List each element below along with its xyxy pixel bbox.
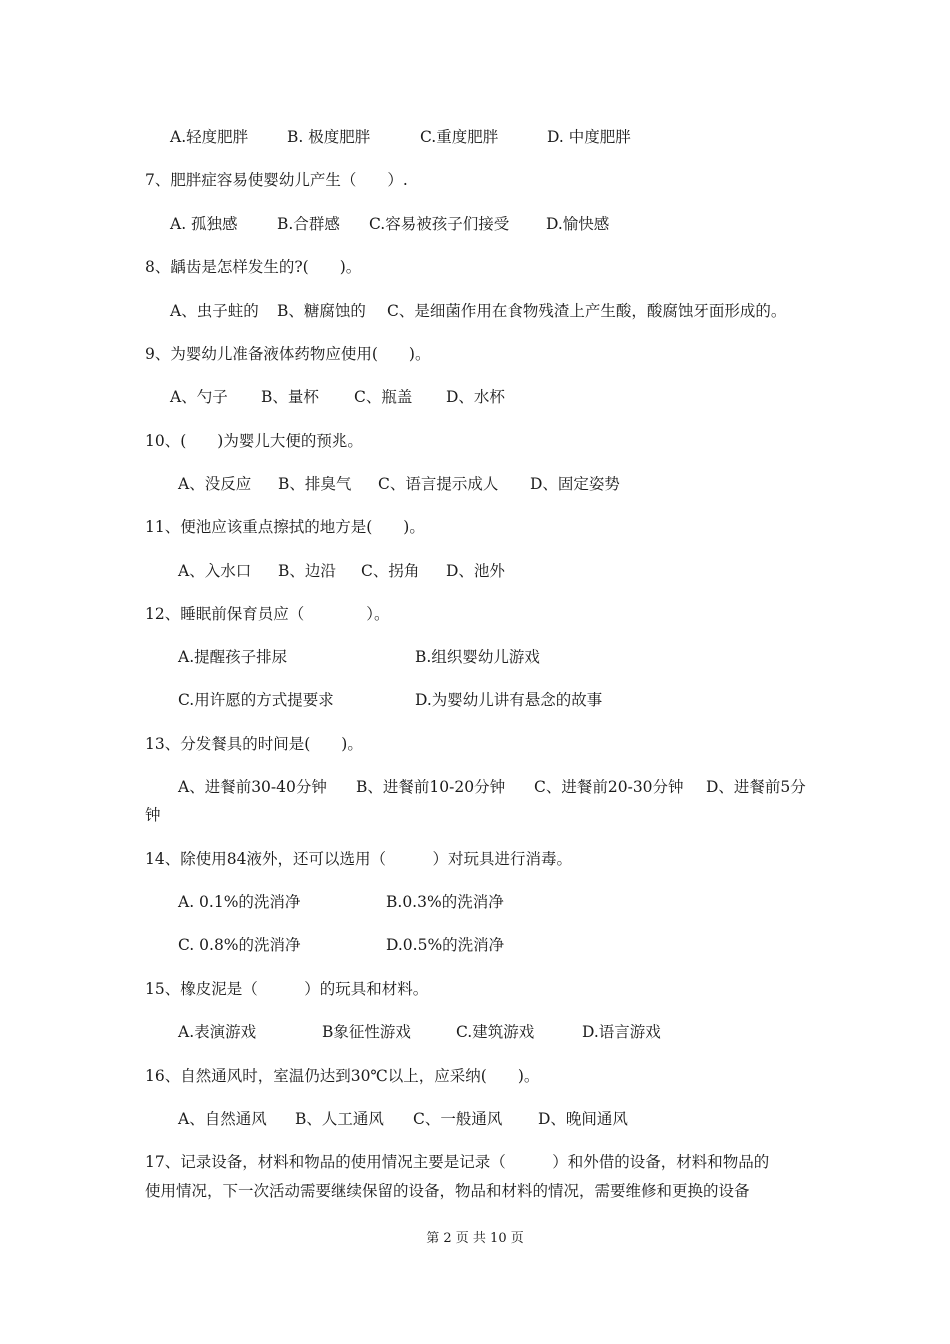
option-b: B、进餐前10-20分钟: [356, 778, 506, 796]
option-a: A、入水口: [178, 562, 252, 580]
option-c: C、进餐前20-30分钟: [534, 778, 684, 796]
option-a: A、勺子: [170, 388, 228, 406]
option-d: D、池外: [446, 562, 505, 580]
option-d: D.0.5%的洗消净: [386, 936, 505, 954]
option-d: D. 中度肥胖: [547, 128, 631, 146]
question-stem: 11、便池应该重点擦拭的地方是( )。: [145, 518, 425, 536]
option-b: B象征性游戏: [322, 1023, 411, 1041]
question-stem-line-2: 使用情况，下一次活动需要继续保留的设备，物品和材料的情况，需要维修和更换的设备: [145, 1182, 750, 1200]
option-b: B.0.3%的洗消净: [386, 893, 504, 911]
option-a: A、没反应: [178, 475, 252, 493]
option-a: A. 孤独感: [170, 215, 238, 233]
question-stem: 12、睡眠前保育员应（ ）。: [145, 605, 390, 623]
option-d: D.语言游戏: [582, 1023, 661, 1041]
question-stem: 15、橡皮泥是（ ）的玩具和材料。: [145, 980, 429, 998]
option-c: C.建筑游戏: [456, 1023, 535, 1041]
option-c: C. 0.8%的洗消净: [178, 936, 301, 954]
option-d: D、水杯: [446, 388, 505, 406]
option-b: B.合群感: [277, 215, 340, 233]
option-d: D、进餐前5分: [706, 778, 806, 796]
option-d: D、晚间通风: [538, 1110, 628, 1128]
option-a: A.提醒孩子排尿: [178, 648, 288, 666]
option-c: C.容易被孩子们接受: [369, 215, 510, 233]
option-c: C、拐角: [361, 562, 420, 580]
question-stem: 9、为婴幼儿准备液体药物应使用( )。: [145, 345, 431, 363]
page-footer: 第 2 页 共 10 页: [426, 1231, 524, 1246]
option-c: C、瓶盖: [354, 388, 413, 406]
option-c: C.重度肥胖: [420, 128, 499, 146]
option-d: D、固定姿势: [530, 475, 620, 493]
option-a: A、进餐前30-40分钟: [178, 778, 327, 796]
option-c: C、一般通风: [413, 1110, 503, 1128]
option-a: A. 0.1%的洗消净: [178, 893, 301, 911]
option-a: A、虫子蛀的: [170, 302, 259, 320]
question-stem: 8、龋齿是怎样发生的?( )。: [145, 258, 362, 276]
question-stem: 14、除使用84液外，还可以选用（ ）对玩具进行消毒。: [145, 850, 572, 868]
option-d: D.愉快感: [546, 215, 610, 233]
option-a: A.表演游戏: [178, 1023, 257, 1041]
option-b: B、量杯: [261, 388, 319, 406]
question-stem: 7、肥胖症容易使婴幼儿产生（ ）.: [145, 171, 408, 189]
option-d-continued: 钟: [145, 806, 161, 824]
option-b: B、人工通风: [295, 1110, 384, 1128]
option-c: C、是细菌作用在食物残渣上产生酸，酸腐蚀牙面形成的。: [387, 302, 787, 320]
option-c: C、语言提示成人: [378, 475, 499, 493]
option-b: B、糖腐蚀的: [277, 302, 366, 320]
option-b: B.组织婴幼儿游戏: [415, 648, 540, 666]
question-stem: 13、分发餐具的时间是( )。: [145, 735, 363, 753]
option-c: C.用许愿的方式提要求: [178, 691, 334, 709]
question-stem-line-1: 17、记录设备，材料和物品的使用情况主要是记录（ ）和外借的设备，材料和物品的: [145, 1153, 770, 1171]
option-b: B、排臭气: [278, 475, 352, 493]
option-a: A、自然通风: [178, 1110, 267, 1128]
question-stem: 16、自然通风时，室温仍达到30℃以上，应采纳( )。: [145, 1067, 540, 1085]
question-stem: 10、( )为婴儿大便的预兆。: [145, 432, 363, 450]
option-b: B. 极度肥胖: [287, 128, 371, 146]
option-a: A.轻度肥胖: [170, 128, 249, 146]
option-b: B、边沿: [278, 562, 336, 580]
option-d: D.为婴幼儿讲有悬念的故事: [415, 691, 603, 709]
